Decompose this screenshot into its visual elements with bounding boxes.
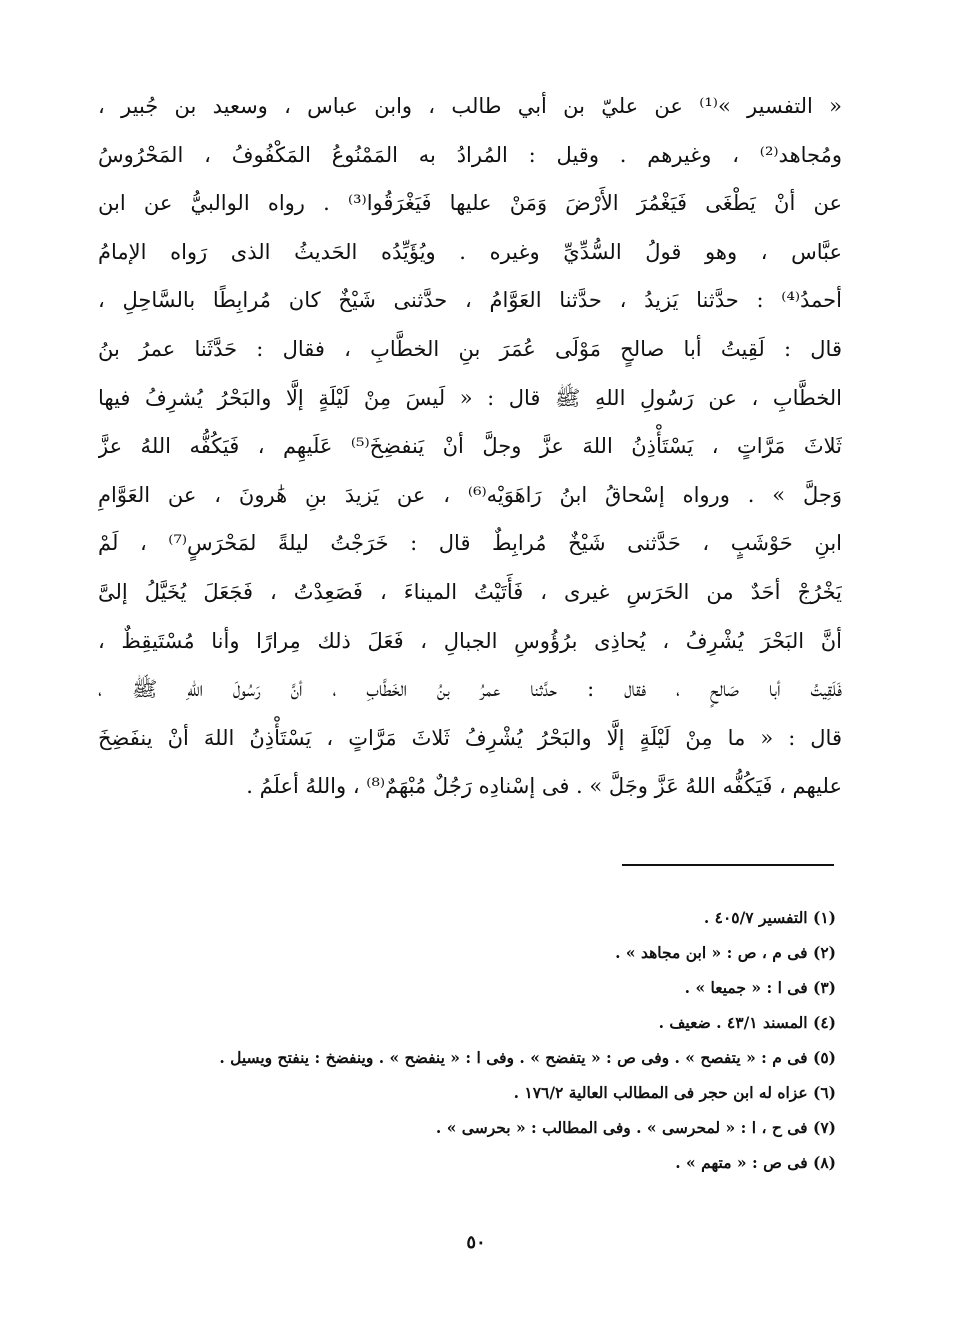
text-line: « التفسير »⁽¹⁾ عن عليّ بن أبي طالب ، وابن عباس ، وسعيد بن جُبير ، [98, 94, 842, 118]
footnote: (٢) فى م ، ص : « ابن مجاهد » . [615, 943, 836, 962]
text-line: فَلَقِيتُ أبا صَالحٍ ، فقال : حدَّثنا عمرُ بنُ الخَطَّابِ ، أنَّ رَسُولَ اللهِ ﷺ ، [98, 677, 842, 702]
text-line: عليهم ، فَيَكُفُّه اللهُ عَزَّ وجَلَّ » . فى إسْنادِه رَجُلٌ مُبْهَمٌ⁽⁸⁾ ، واللهُ أعلَمُ . [246, 774, 842, 799]
footnote: (٦) عزاه له ابن حجر فى المطالب العالية ١٧٦/٢ . [513, 1083, 836, 1102]
text-line: قال : لَقِيتُ أبا صالحٍ مَوْلَى عُمَرَ بنِ الخطَّابِ ، فقال : حَدَّثَنا عمرُ بنُ [98, 336, 842, 361]
text-line: يَخْرُجْ أحَدٌ من الحَرَسِ غيرى ، فَأَتَيْتُ الميناءَ ، فَصَعِدْتُ ، فَجَعَلَ يُخَيَّلُ إلىَّ [98, 579, 842, 604]
main-text [98, 82, 842, 811]
footnote-separator [622, 864, 834, 866]
text-line: قال : « ما مِنْ لَيْلَةٍ إلَّا والبَحْرُ يُشْرِفُ ثَلاثَ مَرَّاتٍ ، يَسْتَأْذِنُ اللهَ أنْ ينفَضِخَ [98, 725, 842, 750]
footnote: (٤) المسند ٤٣/١ . ضعيف . [658, 1013, 836, 1032]
text-line: وَجلَّ » . ورواه إسْحاقُ ابنُ رَاهَوَيْه⁽⁶⁾ ، عن يَزيدَ بنِ هَٰرونَ ، عن العَوَّامِ [98, 482, 842, 507]
text-line: عن أنْ يَطْغَى فَيَغْمُرَ الأَرْضَ وَمَنْ عليها فَيَغْرَقُوا⁽³⁾ . رواه الوالبيُّ عن ابن [98, 191, 842, 216]
footnote: (٣) فى ا : « جميعا » . [684, 978, 836, 997]
text-line: أحمدُ⁽⁴⁾ : حدَّثنا يَزيدُ ، حدَّثنا العَوَّامُ ، حدَّثنى شَيْخٌ كان مُرابِطًا بالسَّاحِلِ ، [98, 288, 842, 313]
text-line: أنَّ البَحْرَ يُشْرِفُ ، يُحاذِى برُؤُوسِ الجبالِ ، فَعَلَ ذلك مِرارًا وأنا مُسْتَيقِظٌ ، [98, 628, 842, 653]
footnote: (٨) فى ص : « متهم » . [675, 1153, 836, 1172]
text-line: الخطَّابِ ، عن رَسُولِ اللهِ ﷺ قال : « لَيسَ مِنْ لَيْلَةٍ إلَّا والبَحْرُ يُشرِفُ فيها [98, 385, 842, 410]
footnote: (٥) فى م : « يتفصح » . وفى ص : « يتفضح » . وفى ا : « ينفضح » . وينفضخ : ينفتح ويسيل . [219, 1048, 836, 1067]
footnotes [98, 900, 836, 1180]
text-line: عبَّاس ، وهو قولُ السُّدِّيِّ وغيره . ويُؤَيِّدُه الحَديثُ الذى رَواه الإمامُ [98, 239, 842, 264]
text-line: ثَلاثَ مَرَّاتٍ ، يَسْتَأْذِنُ اللهَ عزَّ وجلَّ أنْ يَنفضِخَ⁽⁵⁾ عَلَيهِم ، فَيَكُفُّه اللهُ عزَّ [98, 434, 842, 459]
footnote: (١) التفسير ٤٠٥/٧ . [703, 908, 836, 927]
page-number: ٥٠ [466, 1232, 486, 1253]
text-line: ومُجاهد⁽²⁾ ، وغيرهم . وقيل : المُرادُ به المَمْنُوعُ المَكْفُوفُ ، المَحْرُوسُ [98, 142, 842, 167]
footnote: (٧) فى ح ، ا : « لمحرسى » . وفى المطالب : « بحرسى » . [435, 1118, 836, 1137]
text-line: ابنِ حَوْشَبٍ ، حَدَّثنى شَيْخٌ مُرابِطٌ قال : خَرَجْتُ ليلةً لمَحْرَسٍ⁽⁷⁾ ، لَمْ [98, 531, 842, 556]
